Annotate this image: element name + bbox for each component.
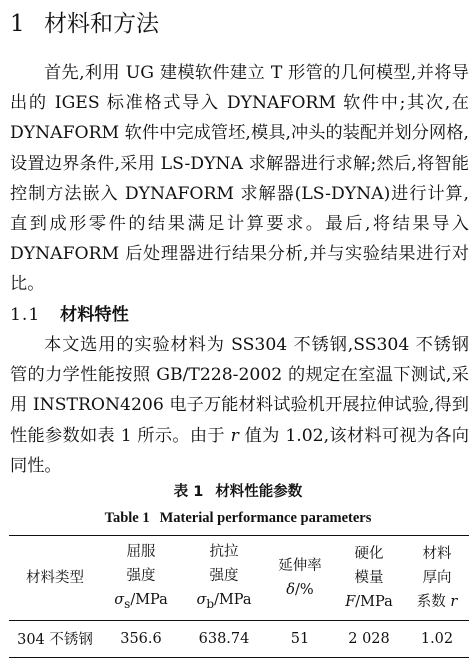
section-title: 材料和方法 <box>44 11 159 37</box>
header-anisotropy: 材料 厚向 系数 r <box>416 545 458 610</box>
material-text-part1: 本文选用的实验材料为 SS304 不锈钢,SS304 不锈钢管的力学性能按照 GB/T228-2002 的规定在室温下测试,采用 INSTRON4206 电子万能材料试验机开展拉伸试验,得到性能参数如表 1 所示。由于 <box>10 335 469 446</box>
section-number: 1 <box>10 11 25 37</box>
header-tensile-strength: 抗拉 强度 $\sigma_b$/MPa <box>196 544 252 611</box>
table-row <box>9 620 469 657</box>
header-yield-strength: 屈服 强度 $\sigma_s$/MPa <box>114 544 168 611</box>
header-hardening-modulus: 硬化 模量 F/MPa <box>345 545 393 610</box>
section-heading <box>10 4 159 44</box>
cell-elongation: 51 <box>290 630 310 647</box>
header-material-type: 材料类型 <box>26 569 84 586</box>
cell-anisotropy: 1.02 <box>420 630 454 647</box>
cell-tensile-strength: 638.74 <box>198 630 250 647</box>
subsection-number: 1.1 <box>10 305 41 325</box>
subsection-title: 材料特性 <box>60 305 129 325</box>
r-value-symbol: r <box>230 425 239 446</box>
table-title-en: Material performance parameters <box>159 510 372 526</box>
cell-material-type: 304 不锈钢 <box>17 632 93 649</box>
table-caption-en <box>0 507 476 529</box>
table-title-zh: 材料性能参数 <box>215 484 303 500</box>
header-elongation: 延伸率 δ/% <box>278 557 322 598</box>
material-text-part2: 值为 1.02,该材料可视为各向同性。 <box>10 425 469 476</box>
material-paragraph <box>10 330 469 481</box>
material-parameters-table <box>9 535 469 658</box>
cell-hardening-modulus: 2 028 <box>348 630 390 647</box>
cell-yield-strength: 356.6 <box>120 630 162 647</box>
table-caption-zh <box>0 481 476 503</box>
table-label-en: Table 1 <box>104 510 150 526</box>
methods-paragraph: 首先,利用 UG 建模软件建立 T 形管的几何模型,并将导出的 IGES 标准格式导入 DYNAFORM 软件中;其次,在 DYNAFORM 软件中完成管坯,模具,冲头的装配并划分网格,设置边界条件,采用 LS-DYNA 求解器进行求解;然后,将智能控制方法嵌入 DYNAFORM 求解器(LS-DYNA)进行计算,直到成形零件的结果满足计算要求。最后,将结果导入 DYNAFORM 后处理器进行结果分析,并与实验结果进行对比。 <box>10 63 469 295</box>
table-label-zh: 表 1 <box>173 484 204 500</box>
subsection-heading <box>10 300 129 330</box>
table-header-row <box>9 536 469 621</box>
